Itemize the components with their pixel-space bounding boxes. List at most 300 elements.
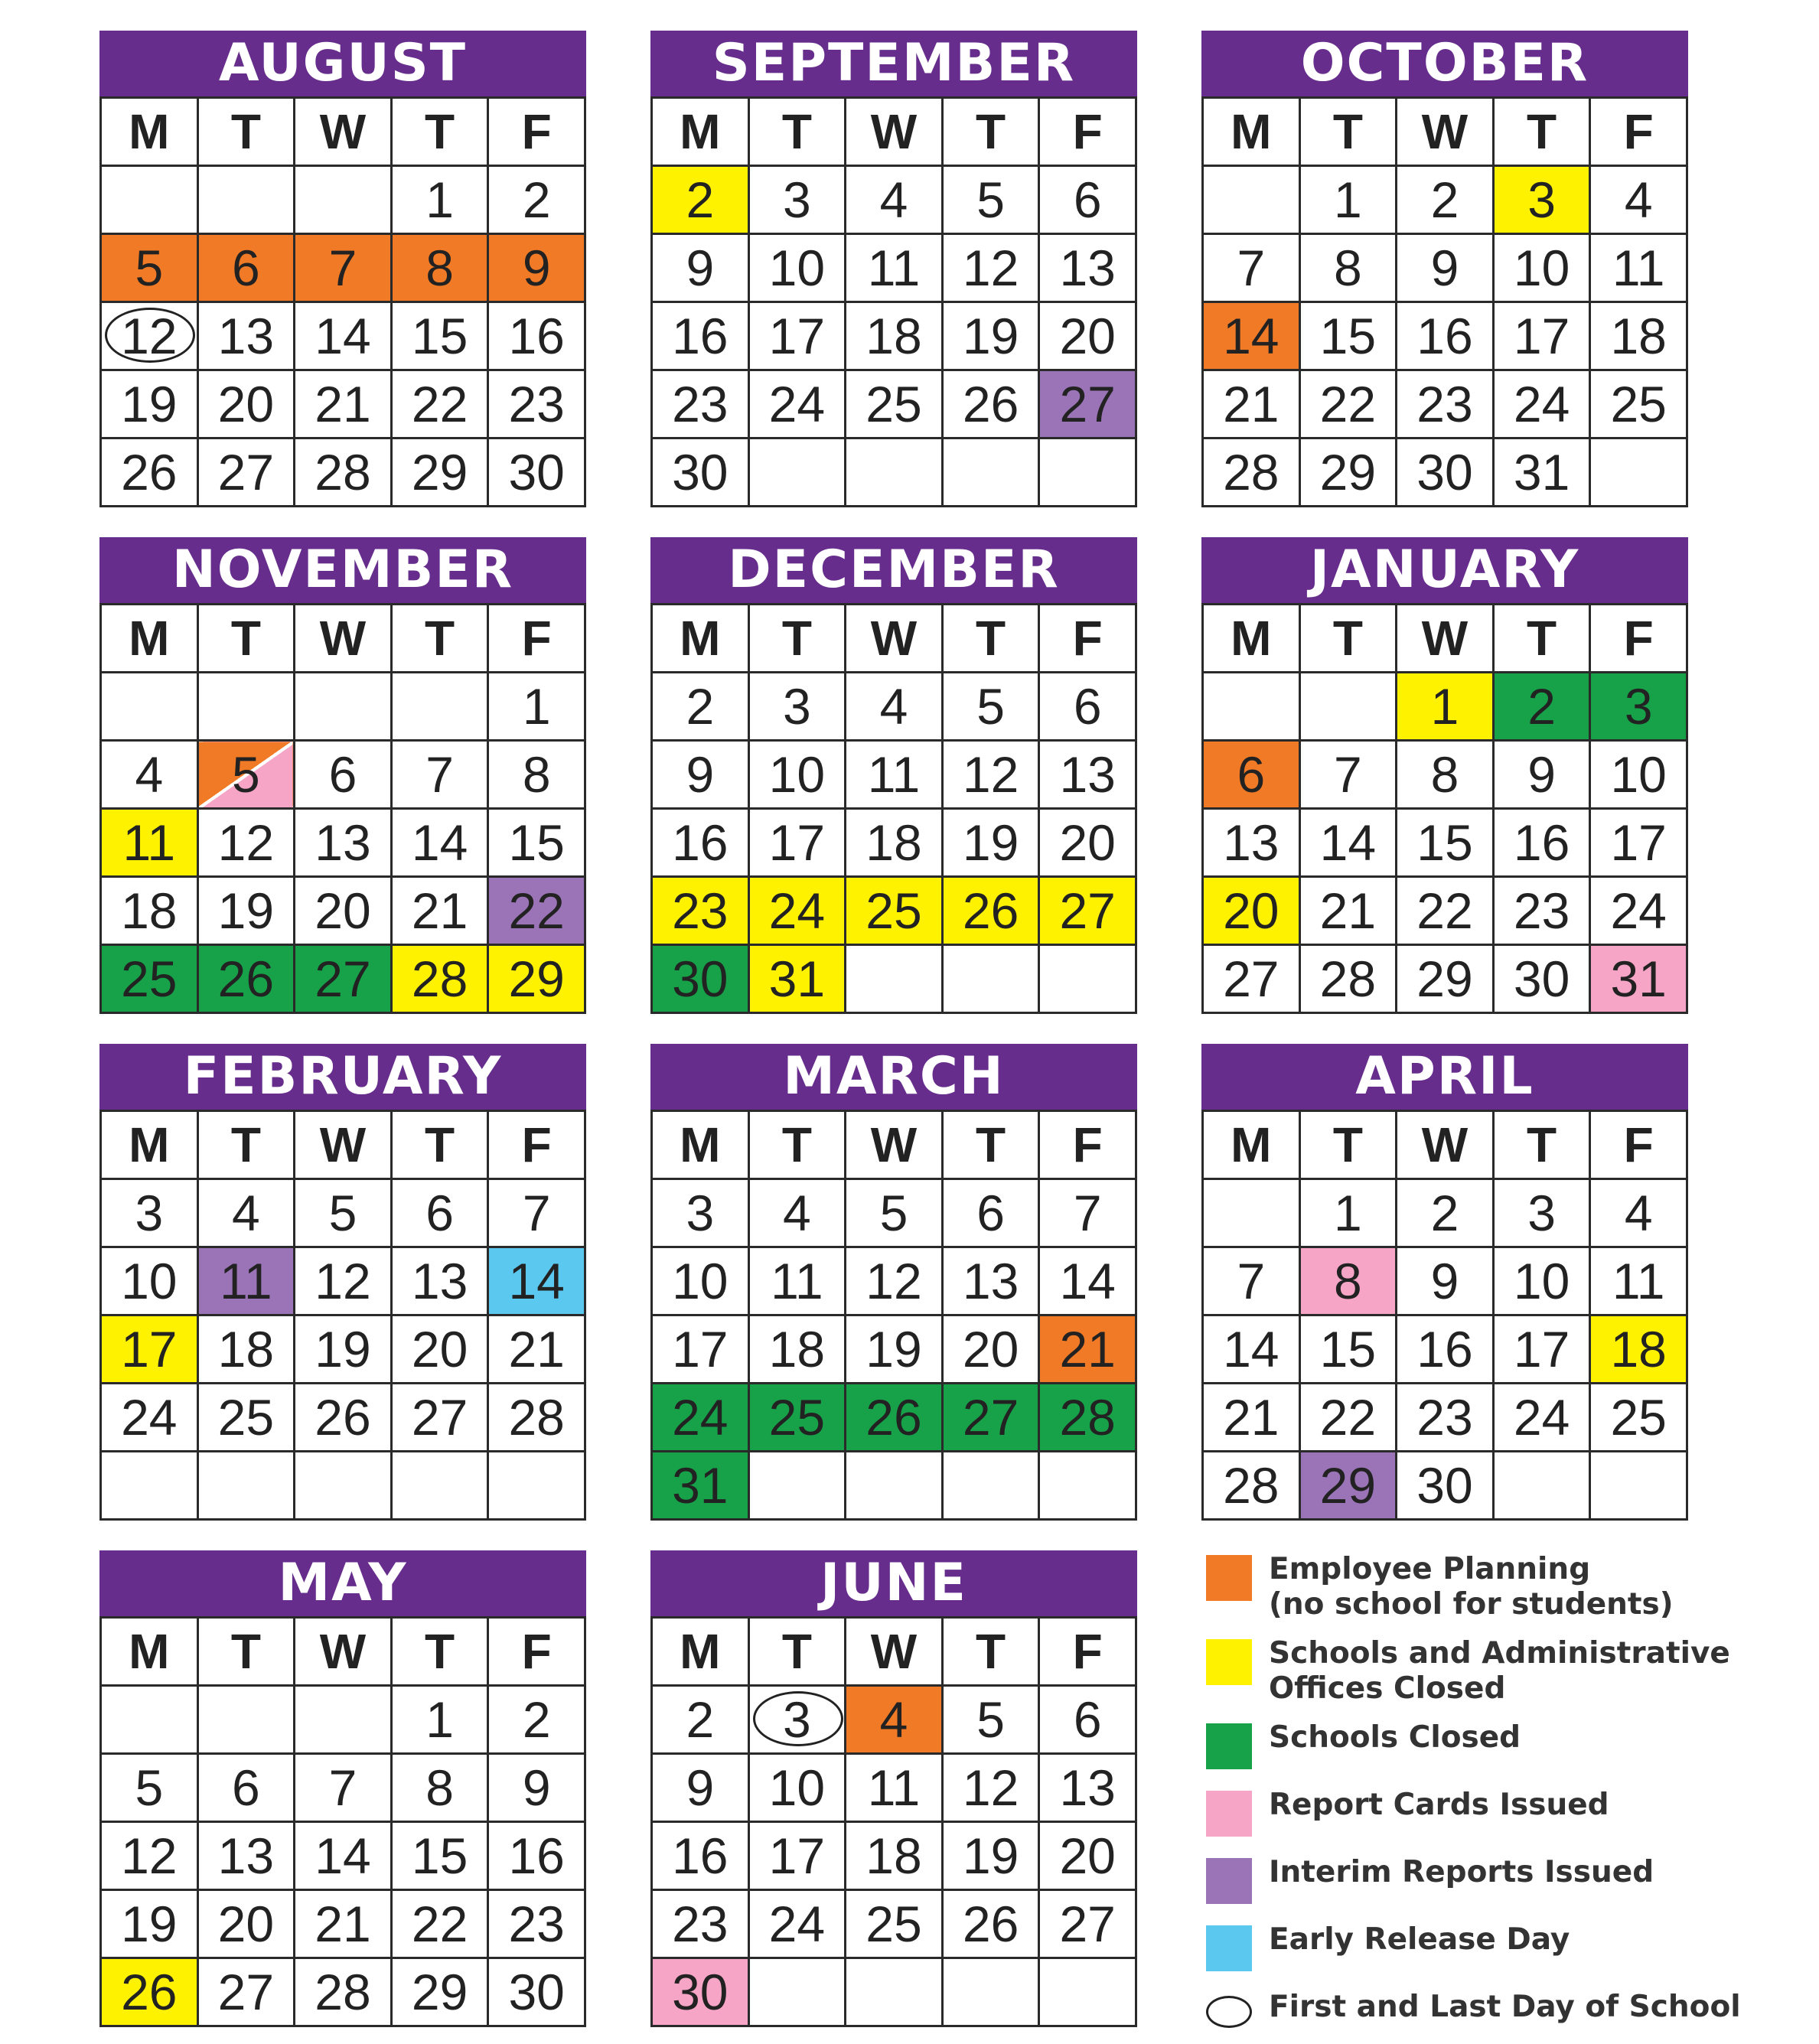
day-number: 15 xyxy=(508,814,565,871)
day-cell xyxy=(652,1822,749,1890)
day-cell xyxy=(748,234,846,302)
day-number: 13 xyxy=(217,308,275,364)
month-grid xyxy=(99,603,586,1014)
day-number: 27 xyxy=(1059,882,1116,939)
month-title: MAY xyxy=(99,1550,586,1616)
weekday-header: T xyxy=(391,605,488,673)
day-number: 24 xyxy=(768,1896,826,1952)
day-number: 30 xyxy=(672,444,729,500)
day-number: 12 xyxy=(121,308,178,364)
day-number: 24 xyxy=(1513,376,1570,432)
day-number: 2 xyxy=(1430,1185,1459,1241)
empty-cell xyxy=(101,673,198,741)
day-cell xyxy=(488,1315,585,1384)
day-number: 24 xyxy=(1513,1389,1570,1446)
day-cell xyxy=(488,1822,585,1890)
day-number: 5 xyxy=(135,240,164,296)
day-number: 13 xyxy=(411,1253,468,1309)
day-cell xyxy=(101,370,198,438)
empty-cell xyxy=(942,1452,1039,1520)
empty-cell xyxy=(1590,438,1687,507)
day-cell xyxy=(197,809,295,877)
day-number: 3 xyxy=(1527,171,1556,228)
day-cell xyxy=(1493,1179,1590,1247)
day-cell xyxy=(488,673,585,741)
day-cell xyxy=(101,1890,198,1958)
month-title: AUGUST xyxy=(99,31,586,96)
day-cell xyxy=(488,1890,585,1958)
day-number: 15 xyxy=(1416,814,1473,871)
day-number: 28 xyxy=(1223,444,1279,500)
day-number: 21 xyxy=(315,376,371,432)
day-number: 20 xyxy=(217,376,275,432)
day-cell xyxy=(748,1315,846,1384)
day-cell xyxy=(748,1179,846,1247)
day-number: 29 xyxy=(411,444,468,500)
day-number: 31 xyxy=(1513,444,1570,500)
day-cell xyxy=(197,1822,295,1890)
weekday-header: W xyxy=(295,98,392,166)
day-number: 7 xyxy=(1073,1185,1102,1241)
day-cell xyxy=(748,1686,846,1754)
empty-cell xyxy=(1299,673,1397,741)
day-cell xyxy=(1590,302,1687,370)
day-number: 21 xyxy=(1059,1321,1116,1377)
day-number: 29 xyxy=(1319,444,1377,500)
weekday-header: F xyxy=(1039,1111,1136,1179)
day-cell xyxy=(101,1754,198,1822)
weekday-header: M xyxy=(652,1618,749,1686)
day-cell xyxy=(1299,809,1397,877)
day-cell xyxy=(1203,234,1300,302)
day-cell xyxy=(748,673,846,741)
day-cell xyxy=(295,370,392,438)
day-number: 19 xyxy=(962,1827,1019,1884)
month-september xyxy=(650,31,1137,507)
day-cell xyxy=(488,945,585,1013)
day-cell xyxy=(295,1247,392,1315)
empty-cell xyxy=(942,945,1039,1013)
empty-cell xyxy=(1203,166,1300,234)
weekday-header: M xyxy=(101,605,198,673)
day-number: 28 xyxy=(1319,950,1377,1007)
day-cell xyxy=(652,877,749,945)
day-cell xyxy=(1299,741,1397,809)
day-cell xyxy=(1039,1179,1136,1247)
month-grid xyxy=(650,603,1137,1014)
day-cell xyxy=(942,877,1039,945)
weekday-header: T xyxy=(391,1618,488,1686)
day-cell xyxy=(1039,741,1136,809)
weekday-header: F xyxy=(1039,98,1136,166)
day-number: 10 xyxy=(121,1253,178,1309)
day-cell xyxy=(1493,166,1590,234)
day-number: 7 xyxy=(1237,1253,1266,1309)
weekday-header: T xyxy=(1299,98,1397,166)
day-cell xyxy=(652,166,749,234)
day-cell xyxy=(1493,877,1590,945)
day-cell xyxy=(652,1686,749,1754)
day-cell xyxy=(101,1179,198,1247)
day-number: 6 xyxy=(232,1759,260,1816)
day-cell xyxy=(942,1754,1039,1822)
day-number: 29 xyxy=(1319,1457,1377,1514)
day-number: 7 xyxy=(1237,240,1266,296)
day-cell xyxy=(652,673,749,741)
day-number: 20 xyxy=(962,1321,1019,1377)
empty-cell xyxy=(1039,1958,1136,2026)
day-cell xyxy=(942,1822,1039,1890)
day-cell xyxy=(1039,1247,1136,1315)
day-number: 26 xyxy=(217,950,275,1007)
day-cell xyxy=(1397,1315,1494,1384)
day-cell xyxy=(1039,673,1136,741)
day-number: 4 xyxy=(879,1691,908,1748)
empty-cell xyxy=(197,673,295,741)
day-cell xyxy=(942,1179,1039,1247)
day-number: 2 xyxy=(522,171,551,228)
day-cell xyxy=(652,370,749,438)
day-number: 29 xyxy=(1416,950,1473,1007)
day-number: 13 xyxy=(1059,746,1116,803)
day-number: 28 xyxy=(1059,1389,1116,1446)
day-number: 22 xyxy=(508,882,565,939)
day-cell xyxy=(391,370,488,438)
empty-cell xyxy=(1203,1179,1300,1247)
day-cell xyxy=(488,1247,585,1315)
day-number: 23 xyxy=(1513,882,1570,939)
day-number: 4 xyxy=(879,678,908,735)
day-cell xyxy=(748,302,846,370)
day-number: 23 xyxy=(1416,1389,1473,1446)
day-number: 26 xyxy=(121,444,178,500)
legend-label: Early Release Day xyxy=(1269,1922,1570,1957)
day-number: 16 xyxy=(508,308,565,364)
day-number: 3 xyxy=(1624,678,1653,735)
empty-cell xyxy=(1039,1452,1136,1520)
day-cell xyxy=(1203,1384,1300,1452)
day-cell xyxy=(1397,1452,1494,1520)
day-cell xyxy=(391,438,488,507)
day-cell xyxy=(942,809,1039,877)
day-cell xyxy=(1299,877,1397,945)
day-cell xyxy=(652,1958,749,2026)
day-cell xyxy=(1299,945,1397,1013)
day-number: 16 xyxy=(1416,1321,1473,1377)
day-cell xyxy=(1039,1384,1136,1452)
day-cell xyxy=(1590,1315,1687,1384)
month-grid xyxy=(1201,603,1688,1014)
day-number: 4 xyxy=(135,746,164,803)
legend-label: Schools Closed xyxy=(1269,1720,1521,1755)
day-number: 1 xyxy=(1430,678,1459,735)
day-number: 14 xyxy=(1223,1321,1279,1377)
day-number: 30 xyxy=(1416,444,1473,500)
day-cell xyxy=(488,1686,585,1754)
weekday-header: T xyxy=(748,98,846,166)
day-number: 6 xyxy=(1073,171,1102,228)
empty-cell xyxy=(748,1958,846,2026)
empty-cell xyxy=(846,1452,943,1520)
day-number: 2 xyxy=(686,1691,715,1748)
empty-cell xyxy=(101,166,198,234)
day-number: 1 xyxy=(1334,1185,1362,1241)
day-number: 13 xyxy=(315,814,371,871)
day-cell xyxy=(748,741,846,809)
day-cell xyxy=(1493,302,1590,370)
day-number: 26 xyxy=(121,1964,178,2020)
day-number: 21 xyxy=(1223,376,1279,432)
empty-cell xyxy=(846,1958,943,2026)
day-cell xyxy=(652,1315,749,1384)
legend-label: Report Cards Issued xyxy=(1269,1788,1609,1822)
day-number: 5 xyxy=(976,678,1005,735)
weekday-header: F xyxy=(488,98,585,166)
day-cell xyxy=(391,166,488,234)
day-cell xyxy=(1299,1315,1397,1384)
day-cell xyxy=(1397,438,1494,507)
day-number: 19 xyxy=(217,882,275,939)
day-cell xyxy=(101,877,198,945)
empty-cell xyxy=(1493,1452,1590,1520)
day-cell xyxy=(1397,370,1494,438)
color-swatch xyxy=(1206,1791,1252,1837)
day-number: 12 xyxy=(865,1253,922,1309)
day-cell xyxy=(652,302,749,370)
day-number: 18 xyxy=(1610,308,1667,364)
weekday-header: W xyxy=(846,1618,943,1686)
day-cell xyxy=(1397,1384,1494,1452)
day-cell xyxy=(1493,1384,1590,1452)
month-title: FEBRUARY xyxy=(99,1044,586,1110)
legend-item xyxy=(1206,1720,1521,1769)
day-cell xyxy=(391,1958,488,2026)
day-cell xyxy=(1299,1179,1397,1247)
empty-cell xyxy=(295,673,392,741)
day-number: 14 xyxy=(315,308,371,364)
day-cell xyxy=(1590,945,1687,1013)
day-cell xyxy=(197,1384,295,1452)
day-number: 23 xyxy=(672,1896,729,1952)
day-cell xyxy=(942,1890,1039,1958)
day-number: 25 xyxy=(865,376,922,432)
day-number: 22 xyxy=(1319,1389,1377,1446)
day-cell xyxy=(1590,166,1687,234)
day-cell xyxy=(101,302,198,370)
day-cell xyxy=(197,877,295,945)
day-number: 24 xyxy=(1610,882,1667,939)
weekday-header: W xyxy=(295,605,392,673)
day-number: 17 xyxy=(1513,308,1570,364)
day-number: 25 xyxy=(121,950,178,1007)
month-december xyxy=(650,537,1137,1014)
day-cell xyxy=(748,1822,846,1890)
month-january xyxy=(1201,537,1688,1014)
month-grid xyxy=(650,96,1137,507)
empty-cell xyxy=(1203,673,1300,741)
day-number: 10 xyxy=(1513,240,1570,296)
day-number: 3 xyxy=(1527,1185,1556,1241)
day-number: 28 xyxy=(315,444,371,500)
day-cell xyxy=(295,1384,392,1452)
day-number: 5 xyxy=(976,1691,1005,1748)
day-cell xyxy=(1397,809,1494,877)
day-number: 30 xyxy=(672,1964,729,2020)
day-number: 24 xyxy=(768,882,826,939)
day-number: 11 xyxy=(1612,1253,1665,1309)
day-cell xyxy=(488,438,585,507)
day-number: 20 xyxy=(1059,1827,1116,1884)
day-number: 11 xyxy=(771,1253,823,1309)
day-number: 1 xyxy=(425,1691,454,1748)
day-cell xyxy=(1203,1452,1300,1520)
weekday-header: F xyxy=(1039,1618,1136,1686)
day-number: 14 xyxy=(1319,814,1377,871)
legend-item xyxy=(1206,1636,1730,1707)
day-number: 13 xyxy=(1223,814,1279,871)
legend-label: Interim Reports Issued xyxy=(1269,1855,1654,1889)
day-cell xyxy=(846,1890,943,1958)
day-cell xyxy=(652,1247,749,1315)
day-number: 3 xyxy=(783,171,811,228)
weekday-header: T xyxy=(942,98,1039,166)
day-number: 8 xyxy=(425,240,454,296)
day-cell xyxy=(1299,302,1397,370)
weekday-header: W xyxy=(1397,605,1494,673)
day-number: 18 xyxy=(1610,1321,1667,1377)
weekday-header: M xyxy=(1203,1111,1300,1179)
day-number: 27 xyxy=(1059,376,1116,432)
weekday-header: T xyxy=(942,1618,1039,1686)
day-number: 6 xyxy=(232,240,260,296)
weekday-header: W xyxy=(846,1111,943,1179)
day-number: 14 xyxy=(508,1253,565,1309)
day-number: 18 xyxy=(865,814,922,871)
day-cell xyxy=(1590,1179,1687,1247)
legend-label: First and Last Day of School xyxy=(1269,1990,1741,2024)
day-number: 2 xyxy=(1527,678,1556,735)
day-number: 26 xyxy=(962,1896,1019,1952)
day-number: 28 xyxy=(411,950,468,1007)
day-cell xyxy=(391,1179,488,1247)
empty-cell xyxy=(391,673,488,741)
day-number: 10 xyxy=(768,746,826,803)
legend-label: Employee Planning (no school for students) xyxy=(1269,1552,1674,1622)
weekday-header: F xyxy=(1590,98,1687,166)
day-cell xyxy=(295,877,392,945)
day-number: 19 xyxy=(315,1321,371,1377)
day-cell xyxy=(295,1315,392,1384)
day-cell xyxy=(1039,1315,1136,1384)
day-cell xyxy=(1299,1452,1397,1520)
day-number: 15 xyxy=(411,1827,468,1884)
weekday-header: M xyxy=(1203,98,1300,166)
month-may xyxy=(99,1550,586,2027)
day-cell xyxy=(1039,1890,1136,1958)
day-number: 16 xyxy=(672,1827,729,1884)
day-cell xyxy=(942,234,1039,302)
day-number: 19 xyxy=(962,814,1019,871)
day-cell xyxy=(1590,1384,1687,1452)
day-cell xyxy=(846,809,943,877)
day-number: 25 xyxy=(217,1389,275,1446)
empty-cell xyxy=(1590,1452,1687,1520)
day-cell xyxy=(846,673,943,741)
day-cell xyxy=(391,1247,488,1315)
day-number: 12 xyxy=(962,746,1019,803)
day-cell xyxy=(1493,370,1590,438)
day-number: 19 xyxy=(962,308,1019,364)
day-cell xyxy=(846,1686,943,1754)
empty-cell xyxy=(101,1686,198,1754)
color-swatch xyxy=(1206,1925,1252,1971)
day-number: 3 xyxy=(783,1691,811,1748)
day-number: 6 xyxy=(1073,1691,1102,1748)
day-cell xyxy=(295,1179,392,1247)
day-cell xyxy=(846,877,943,945)
day-number: 11 xyxy=(867,240,921,296)
day-cell xyxy=(1397,741,1494,809)
day-cell xyxy=(295,809,392,877)
day-number: 20 xyxy=(1059,814,1116,871)
legend-item xyxy=(1206,1990,1741,2028)
day-number: 20 xyxy=(1223,882,1279,939)
day-number: 1 xyxy=(425,171,454,228)
day-cell xyxy=(101,1822,198,1890)
month-october xyxy=(1201,31,1688,507)
day-number: 6 xyxy=(1237,746,1266,803)
day-number: 27 xyxy=(315,950,371,1007)
day-number: 4 xyxy=(783,1185,811,1241)
day-number: 30 xyxy=(672,950,729,1007)
day-cell xyxy=(942,1247,1039,1315)
day-cell xyxy=(652,1890,749,1958)
weekday-header: M xyxy=(652,98,749,166)
weekday-header: T xyxy=(1493,605,1590,673)
day-number: 15 xyxy=(411,308,468,364)
day-cell xyxy=(942,1384,1039,1452)
month-title: JANUARY xyxy=(1201,537,1688,603)
day-number: 18 xyxy=(217,1321,275,1377)
day-cell xyxy=(748,1754,846,1822)
day-number: 15 xyxy=(1319,1321,1377,1377)
day-number: 26 xyxy=(865,1389,922,1446)
weekday-header: T xyxy=(197,1111,295,1179)
day-cell xyxy=(488,234,585,302)
day-cell xyxy=(1299,1384,1397,1452)
day-number: 9 xyxy=(1430,240,1459,296)
weekday-header: F xyxy=(488,1111,585,1179)
day-cell xyxy=(197,1179,295,1247)
day-number: 17 xyxy=(1610,814,1667,871)
day-cell xyxy=(748,1890,846,1958)
color-swatch xyxy=(1206,1858,1252,1904)
day-number: 12 xyxy=(121,1827,178,1884)
day-number: 30 xyxy=(1416,1457,1473,1514)
day-number: 24 xyxy=(672,1389,729,1446)
legend-label: Schools and Administrative Offices Closed xyxy=(1269,1636,1730,1706)
day-cell xyxy=(1039,809,1136,877)
day-cell xyxy=(295,1822,392,1890)
day-number: 14 xyxy=(1059,1253,1116,1309)
day-number: 11 xyxy=(867,1759,921,1816)
day-number: 7 xyxy=(1334,746,1362,803)
month-grid xyxy=(99,1616,586,2027)
day-cell xyxy=(1397,1179,1494,1247)
day-number: 27 xyxy=(217,1964,275,2020)
day-number: 27 xyxy=(1223,950,1279,1007)
day-cell xyxy=(101,1958,198,2026)
